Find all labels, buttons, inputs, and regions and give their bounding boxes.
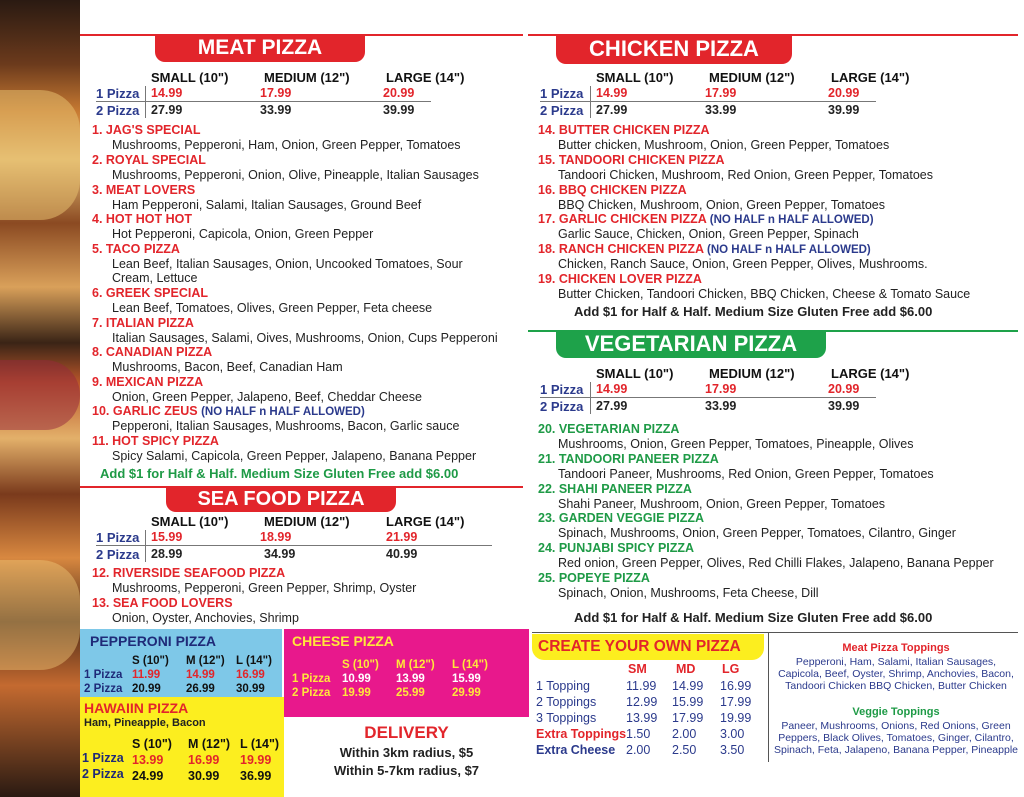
size-small-header: SMALL (10") xyxy=(596,70,674,85)
seafood-price-small-1: 15.99 xyxy=(151,530,183,544)
veg-price-large-2: 39.99 xyxy=(828,399,860,413)
cyo-row-label: Extra Toppings xyxy=(536,727,627,741)
cyo-price: 2.00 xyxy=(672,727,697,741)
column-divider xyxy=(768,632,769,762)
cyo-price: 1.50 xyxy=(626,727,651,741)
price-divider-vertical xyxy=(145,86,146,118)
menu-item-name: 6. GREEK SPECIAL xyxy=(92,286,208,300)
menu-item-name: 7. ITALIAN PIZZA xyxy=(92,316,194,330)
two-pizza-label: 2 Pizza xyxy=(540,399,584,414)
meat-toppings-title: Meat Pizza Toppings xyxy=(842,642,950,654)
menu-item-name: 1. JAG'S SPECIAL xyxy=(92,123,201,137)
price-divider-vertical xyxy=(590,382,591,414)
meat-price-large-1: 20.99 xyxy=(383,86,415,100)
menu-item-desc: Chicken, Ranch Sauce, Onion, Green Pepper, Olives, Mushrooms. xyxy=(558,257,928,271)
hawaiin-price: 19.99 xyxy=(240,753,272,767)
one-pizza-label: 1 Pizza xyxy=(84,669,123,681)
cyo-price: 11.99 xyxy=(626,679,657,693)
menu-item-name xyxy=(538,242,871,256)
meat-price-small-1: 14.99 xyxy=(151,86,183,100)
size-medium-header: MEDIUM (12") xyxy=(709,70,795,85)
price-divider-vertical xyxy=(590,86,591,118)
pepperoni-price: 20.99 xyxy=(132,683,161,695)
veg-price-small-2: 27.99 xyxy=(596,399,628,413)
cyo-row-label: 2 Toppings xyxy=(536,695,597,709)
menu-item-name: 22. SHAHI PANEER PIZZA xyxy=(538,482,692,496)
menu-item-name: 16. BBQ CHICKEN PIZZA xyxy=(538,183,687,197)
meat-footnote: Add $1 for Half & Half. Medium Size Gluten Free add $6.00 xyxy=(100,466,459,481)
menu-item-desc: Spinach, Onion, Mushrooms, Feta Cheese, Dill xyxy=(558,586,819,600)
menu-item-name: 12. RIVERSIDE SEAFOOD PIZZA xyxy=(92,566,286,580)
size-small-header: SMALL (10") xyxy=(151,70,229,85)
veggie-toppings-line: Peppers, Black Olives, Tomatoes, Ginger, Cilantro, xyxy=(778,732,1014,744)
cyo-price: 17.99 xyxy=(672,711,704,725)
menu-item-desc: Mushrooms, Pepperoni, Ham, Onion, Green Pepper, Tomatoes xyxy=(112,138,461,152)
cyo-title: CREATE YOUR OWN PIZZA xyxy=(538,638,741,655)
menu-item-name: 20. VEGETARIAN PIZZA xyxy=(538,422,680,436)
pepperoni-price: 26.99 xyxy=(186,683,215,695)
chicken-price-medium-2: 33.99 xyxy=(705,103,737,117)
veg-price-medium-1: 17.99 xyxy=(705,382,737,396)
hawaiin-price: 24.99 xyxy=(132,769,164,783)
pepperoni-price: 16.99 xyxy=(236,669,265,681)
cyo-price: 13.99 xyxy=(626,711,658,725)
pepperoni-price: 11.99 xyxy=(132,669,161,681)
menu-item-desc: Ham Pepperoni, Salami, Italian Sausages, Ground Beef xyxy=(112,198,422,212)
hawaiin-price: 16.99 xyxy=(188,753,220,767)
hawaiin-price: 30.99 xyxy=(188,769,220,783)
menu-item-name xyxy=(538,212,874,226)
size-large-header: LARGE (14") xyxy=(386,70,465,85)
no-half-note: (NO HALF n HALF ALLOWED) xyxy=(707,244,871,256)
veggie-toppings-title: Veggie Toppings xyxy=(852,706,940,718)
menu-item-desc: Mushrooms, Pepperoni, Green Pepper, Shrimp, Oyster xyxy=(112,581,417,595)
menu-item-name: 15. TANDOORI CHICKEN PIZZA xyxy=(538,153,725,167)
menu-item-name: 14. BUTTER CHICKEN PIZZA xyxy=(538,123,710,137)
menu-item-name: 3. MEAT LOVERS xyxy=(92,183,196,197)
cyo-price: 3.00 xyxy=(720,727,745,741)
veggie-toppings-line: Spinach, Feta, Jalapeno, Banana Pepper, Pineapple xyxy=(773,744,1019,756)
menu-item-desc: Lean Beef, Tomatoes, Olives, Green Pepper, Feta cheese xyxy=(112,301,433,315)
size-medium-header: MEDIUM (12") xyxy=(264,70,350,85)
chicken-pizza-title: CHICKEN PIZZA xyxy=(556,34,792,64)
menu-item-desc: Tandoori Paneer, Mushrooms, Red Onion, Green Pepper, Tomatoes xyxy=(558,467,934,481)
meat-toppings-line: Pepperoni, Ham, Salami, Italian Sausages, xyxy=(795,656,997,668)
seafood-pizza-title: SEA FOOD PIZZA xyxy=(166,486,396,512)
hawaiin-price: 13.99 xyxy=(132,753,164,767)
menu-item-desc: Onion, Green Pepper, Jalapeno, Beef, Cheddar Cheese xyxy=(112,390,422,404)
menu-item-name: 24. PUNJABI SPICY PIZZA xyxy=(538,541,695,555)
price-divider-vertical xyxy=(145,530,146,562)
cheese-price: 10.99 xyxy=(342,673,371,685)
menu-item-name xyxy=(92,404,365,418)
size-s-header: S (10") xyxy=(132,737,172,751)
pepperoni-price: 30.99 xyxy=(236,683,265,695)
hawaiin-title: HAWAIIN PIZZA xyxy=(84,700,189,716)
menu-item-name: 19. CHICKEN LOVER PIZZA xyxy=(538,272,702,286)
seafood-price-medium-1: 18.99 xyxy=(260,530,292,544)
menu-item-name-text: 10. GARLIC ZEUS xyxy=(92,404,198,418)
seafood-price-large-2: 40.99 xyxy=(386,547,418,561)
price-divider xyxy=(96,101,431,102)
one-pizza-label: 1 Pizza xyxy=(540,86,584,101)
cyo-price: 16.99 xyxy=(720,679,752,693)
delivery-title: DELIVERY xyxy=(364,723,449,742)
one-pizza-label: 1 Pizza xyxy=(96,530,140,545)
cyo-header-lg: LG xyxy=(722,662,740,676)
size-m-header: M (12") xyxy=(396,659,435,671)
menu-item-name: 5. TACO PIZZA xyxy=(92,242,180,256)
cheese-price: 13.99 xyxy=(396,673,425,685)
menu-item-desc: Spicy Salami, Capicola, Green Pepper, Jalapeno, Banana Pepper xyxy=(112,449,477,463)
size-l-header: L (14") xyxy=(236,655,272,667)
menu-item-desc: BBQ Chicken, Mushroom, Onion, Green Pepper, Tomatoes xyxy=(558,198,886,212)
meat-toppings-line: Capicola, Beef, Oyster, Shrimp, Anchovies, Bacon, xyxy=(778,668,1014,680)
delivery-line-1: Within 3km radius, $5 xyxy=(339,745,474,760)
hawaiin-price: 36.99 xyxy=(240,769,272,783)
size-small-header: SMALL (10") xyxy=(596,366,674,381)
seafood-price-large-1: 21.99 xyxy=(386,530,418,544)
menu-item-name: 11. HOT SPICY PIZZA xyxy=(92,434,219,448)
two-pizza-label: 2 Pizza xyxy=(96,103,140,118)
cheese-price: 15.99 xyxy=(452,673,481,685)
cyo-price: 12.99 xyxy=(626,695,658,709)
size-large-header: LARGE (14") xyxy=(831,70,910,85)
menu-item-desc: Lean Beef, Italian Sausages, Onion, Uncooked Tomatoes, Sour xyxy=(112,257,463,271)
menu-item-desc: Tandoori Chicken, Mushroom, Red Onion, Green Pepper, Tomatoes xyxy=(558,168,933,182)
menu-item-name: 8. CANADIAN PIZZA xyxy=(92,345,213,359)
pizza-slice-image xyxy=(0,90,80,220)
two-pizza-label: 2 Pizza xyxy=(84,683,123,695)
seafood-price-small-2: 28.99 xyxy=(151,547,183,561)
menu-item-name: 4. HOT HOT HOT xyxy=(92,212,192,226)
cyo-row-label: 3 Toppings xyxy=(536,711,597,725)
size-l-header: L (14") xyxy=(452,659,488,671)
size-medium-header: MEDIUM (12") xyxy=(709,366,795,381)
meat-price-medium-1: 17.99 xyxy=(260,86,292,100)
napkin-image xyxy=(0,360,80,430)
chicken-price-large-1: 20.99 xyxy=(828,86,860,100)
two-pizza-label: 2 Pizza xyxy=(96,547,140,562)
two-pizza-label: 2 Pizza xyxy=(82,767,124,781)
hawaiin-box xyxy=(80,697,284,797)
one-pizza-label: 1 Pizza xyxy=(96,86,140,101)
menu-item-desc: Mushrooms, Bacon, Beef, Canadian Ham xyxy=(112,360,343,374)
meat-toppings-line: Tandoori Chicken BBQ Chicken, Butter Chicken xyxy=(785,680,1007,692)
section-rule xyxy=(532,632,1018,633)
menu-item-desc: Pepperoni, Italian Sausages, Mushrooms, Bacon, Garlic sauce xyxy=(112,419,460,433)
pepperoni-title: PEPPERONI PIZZA xyxy=(90,633,217,649)
meat-pizza-title: MEAT PIZZA xyxy=(155,34,365,62)
menu-item-desc: Onion, Oyster, Anchovies, Shrimp xyxy=(112,611,299,625)
meat-price-large-2: 39.99 xyxy=(383,103,415,117)
pepperoni-box xyxy=(80,629,282,697)
one-pizza-label: 1 Pizza xyxy=(540,382,584,397)
size-s-header: S (10") xyxy=(342,659,379,671)
menu-item-name: 13. SEA FOOD LOVERS xyxy=(92,596,233,610)
cyo-price: 2.50 xyxy=(672,743,697,757)
menu-item-desc: Italian Sausages, Salami, Oives, Mushrooms, Onion, Cups Pepperoni xyxy=(112,331,498,345)
cheese-title: CHEESE PIZZA xyxy=(292,633,394,649)
cyo-header-sm: SM xyxy=(628,662,647,676)
seafood-price-medium-2: 34.99 xyxy=(264,547,296,561)
pizza-photo-strip xyxy=(0,0,80,797)
pepperoni-price: 14.99 xyxy=(186,669,215,681)
menu-item-desc: Butter Chicken, Tandoori Chicken, BBQ Chicken, Cheese & Tomato Sauce xyxy=(558,287,971,301)
menu-item-name: 9. MEXICAN PIZZA xyxy=(92,375,204,389)
menu-item-name-text: 17. GARLIC CHICKEN PIZZA xyxy=(538,212,707,226)
cyo-price: 2.00 xyxy=(626,743,651,757)
size-large-header: LARGE (14") xyxy=(386,514,465,529)
menu-item-name: 25. POPEYE PIZZA xyxy=(538,571,650,585)
cheese-price: 25.99 xyxy=(396,687,425,699)
veg-price-medium-2: 33.99 xyxy=(705,399,737,413)
menu-item-desc: Mushrooms, Pepperoni, Onion, Olive, Pineapple, Italian Sausages xyxy=(112,168,479,182)
one-pizza-label: 1 Pizza xyxy=(82,751,124,765)
cyo-row-label: Extra Cheese xyxy=(536,743,616,757)
hawaiin-desc: Ham, Pineapple, Bacon xyxy=(84,717,206,729)
cyo-price: 15.99 xyxy=(672,695,704,709)
cyo-price: 14.99 xyxy=(672,679,704,693)
vegetarian-pizza-title: VEGETARIAN PIZZA xyxy=(556,330,826,358)
cyo-price: 3.50 xyxy=(720,743,745,757)
menu-item-desc: Spinach, Mushrooms, Onion, Green Pepper, Tomatoes, Cilantro, Ginger xyxy=(558,526,956,540)
size-medium-header: MEDIUM (12") xyxy=(264,514,350,529)
price-divider xyxy=(96,545,492,546)
pizza-slice-image xyxy=(0,560,80,670)
menu-item-desc-cont: Cream, Lettuce xyxy=(112,271,198,285)
chicken-price-large-2: 39.99 xyxy=(828,103,860,117)
size-m-header: M (12") xyxy=(188,737,231,751)
delivery-box xyxy=(284,717,529,797)
menu-item-name: 21. TANDOORI PANEER PIZZA xyxy=(538,452,719,466)
menu-item-name-text: 18. RANCH CHICKEN PIZZA xyxy=(538,242,704,256)
chicken-price-medium-1: 17.99 xyxy=(705,86,737,100)
two-pizza-label: 2 Pizza xyxy=(292,687,331,699)
cyo-row-label: 1 Topping xyxy=(536,679,590,693)
delivery-line-2: Within 5-7km radius, $7 xyxy=(333,763,480,778)
size-l-header: L (14") xyxy=(240,737,280,751)
veg-price-small-1: 14.99 xyxy=(596,382,628,396)
size-small-header: SMALL (10") xyxy=(151,514,229,529)
size-s-header: S (10") xyxy=(132,655,169,667)
cyo-banner xyxy=(532,634,764,660)
size-m-header: M (12") xyxy=(186,655,225,667)
meat-price-small-2: 27.99 xyxy=(151,103,183,117)
one-pizza-label: 1 Pizza xyxy=(292,673,331,685)
cyo-header-md: MD xyxy=(676,662,696,676)
cyo-price: 17.99 xyxy=(720,695,752,709)
veggie-toppings-line: Paneer, Mushrooms, Onions, Red Onions, Green xyxy=(781,720,1011,732)
chicken-price-small-2: 27.99 xyxy=(596,103,628,117)
cheese-box xyxy=(284,629,529,717)
veg-price-large-1: 20.99 xyxy=(828,382,860,396)
menu-item-desc: Mushrooms, Onion, Green Pepper, Tomatoes, Pineapple, Olives xyxy=(558,437,914,451)
menu-item-desc: Hot Pepperoni, Capicola, Onion, Green Pepper xyxy=(112,227,374,241)
meat-price-medium-2: 33.99 xyxy=(260,103,292,117)
chicken-footnote: Add $1 for Half & Half. Medium Size Gluten Free add $6.00 xyxy=(574,304,933,319)
menu-item-desc: Butter chicken, Mushroom, Onion, Green Pepper, Tomatoes xyxy=(558,138,890,152)
chicken-price-small-1: 14.99 xyxy=(596,86,628,100)
two-pizza-label: 2 Pizza xyxy=(540,103,584,118)
no-half-note: (NO HALF n HALF ALLOWED) xyxy=(201,406,365,418)
no-half-note: (NO HALF n HALF ALLOWED) xyxy=(709,214,874,226)
menu-item-name: 23. GARDEN VEGGIE PIZZA xyxy=(538,511,705,525)
menu-item-name: 2. ROYAL SPECIAL xyxy=(92,153,206,167)
size-large-header: LARGE (14") xyxy=(831,366,910,381)
cyo-price: 19.99 xyxy=(720,711,752,725)
menu-item-desc: Shahi Paneer, Mushroom, Onion, Green Pepper, Tomatoes xyxy=(558,497,886,511)
cheese-price: 29.99 xyxy=(452,687,481,699)
menu-item-desc: Garlic Sauce, Chicken, Onion, Green Pepper, Spinach xyxy=(558,227,859,241)
menu-item-desc: Red onion, Green Pepper, Olives, Red Chilli Flakes, Jalapeno, Banana Pepper xyxy=(558,556,994,570)
veg-footnote: Add $1 for Half & Half. Medium Size Gluten Free add $6.00 xyxy=(574,610,933,625)
cheese-price: 19.99 xyxy=(342,687,371,699)
